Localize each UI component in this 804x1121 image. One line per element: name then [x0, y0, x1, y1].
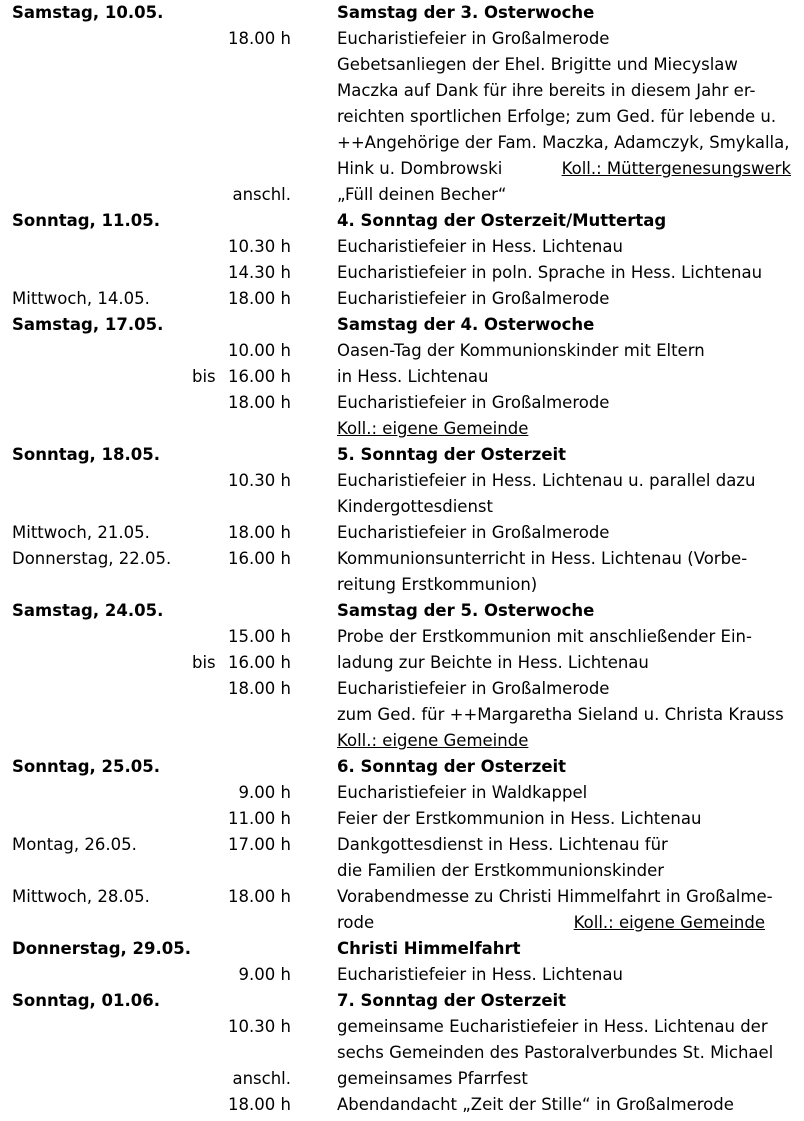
time-label: 16.00 h: [228, 549, 291, 568]
schedule-line: [0, 754, 804, 780]
time-label: 18.00 h: [228, 1095, 291, 1114]
time-label: 18.00 h: [228, 393, 291, 412]
schedule-line: [0, 1066, 804, 1092]
event-heading: 5. Sonntag der Osterzeit: [337, 445, 567, 464]
schedule-line: [0, 988, 804, 1014]
time-label: 10.30 h: [228, 471, 291, 490]
schedule-line: [0, 858, 804, 884]
event-text: sechs Gemeinden des Pastoralverbundes St. Michael: [337, 1043, 774, 1062]
schedule-line: [0, 286, 804, 312]
time-label: 10.30 h: [228, 237, 291, 256]
schedule-line: [0, 936, 804, 962]
day-label: Samstag, 24.05.: [12, 601, 164, 620]
day-label: Mittwoch, 28.05.: [12, 887, 150, 906]
event-text: Gebetsanliegen der Ehel. Brigitte und Miecyslaw: [337, 55, 738, 74]
schedule-line: [0, 260, 804, 286]
schedule-line: [0, 390, 804, 416]
day-label: Mittwoch, 21.05.: [12, 523, 150, 542]
time-label: 11.00 h: [228, 809, 291, 828]
schedule-line: [0, 572, 804, 598]
event-text: Eucharistiefeier in Hess. Lichtenau: [337, 237, 623, 256]
event-heading: Christi Himmelfahrt: [337, 939, 521, 958]
day-label: Donnerstag, 29.05.: [12, 939, 191, 958]
event-text: Eucharistiefeier in Großalmerode: [337, 393, 610, 412]
schedule-line: [0, 78, 804, 104]
event-text: reitung Erstkommunion): [337, 575, 538, 594]
until-label: bis: [192, 367, 216, 386]
event-text: zum Ged. für ++Margaretha Sieland u. Christa Krauss: [337, 705, 784, 724]
schedule-line: [0, 546, 804, 572]
event-text: Eucharistiefeier in Hess. Lichtenau u. parallel dazu: [337, 471, 756, 490]
time-label: 17.00 h: [228, 835, 291, 854]
schedule-line: [0, 130, 804, 156]
day-label: Mittwoch, 14.05.: [12, 289, 150, 308]
event-text: Eucharistiefeier in poln. Sprache in Hess. Lichtenau: [337, 263, 763, 282]
event-text: Eucharistiefeier in Großalmerode: [337, 523, 610, 542]
event-text: Eucharistiefeier in Hess. Lichtenau: [337, 965, 623, 984]
event-heading: Samstag der 3. Osterwoche: [337, 3, 595, 22]
event-text: Eucharistiefeier in Großalmerode: [337, 679, 610, 698]
event-heading: 4. Sonntag der Osterzeit/Muttertag: [337, 211, 667, 230]
event-text: gemeinsame Eucharistiefeier in Hess. Lichtenau der: [337, 1017, 768, 1036]
event-text: Eucharistiefeier in Großalmerode: [337, 289, 610, 308]
event-text: Vorabendmesse zu Christi Himmelfahrt in Großalme-: [337, 887, 773, 906]
time-label: anschl.: [232, 1069, 291, 1088]
day-label: Sonntag, 18.05.: [12, 445, 161, 464]
schedule-line: [0, 832, 804, 858]
event-text: rode: [337, 913, 375, 932]
event-text: reichten sportlichen Erfolge; zum Ged. für lebende u.: [337, 107, 777, 126]
time-label: 18.00 h: [228, 289, 291, 308]
day-label: Sonntag, 25.05.: [12, 757, 161, 776]
schedule-line: [0, 104, 804, 130]
event-text: gemeinsames Pfarrfest: [337, 1069, 528, 1088]
schedule-line: [0, 520, 804, 546]
schedule-line: [0, 624, 804, 650]
event-text: Eucharistiefeier in Waldkappel: [337, 783, 588, 802]
time-label: 18.00 h: [228, 523, 291, 542]
schedule-line: [0, 1092, 804, 1118]
event-text: ++Angehörige der Fam. Maczka, Adamczyk, Smykalla,: [337, 133, 790, 152]
event-text: die Familien der Erstkommunionskinder: [337, 861, 665, 880]
event-text: Kommunionsunterricht in Hess. Lichtenau (Vorbe-: [337, 549, 748, 568]
schedule-line: [0, 494, 804, 520]
day-label: Montag, 26.05.: [12, 835, 137, 854]
time-label: 15.00 h: [228, 627, 291, 646]
time-label: anschl.: [232, 185, 291, 204]
schedule-line: [0, 650, 804, 676]
schedule-line: [0, 312, 804, 338]
event-text: Dankgottesdienst in Hess. Lichtenau für: [337, 835, 668, 854]
time-label: 9.00 h: [238, 783, 291, 802]
time-label: 18.00 h: [228, 887, 291, 906]
event-text: Feier der Erstkommunion in Hess. Lichtenau: [337, 809, 702, 828]
time-label: 14.30 h: [228, 263, 291, 282]
time-label: 18.00 h: [228, 679, 291, 698]
schedule-line: [0, 1014, 804, 1040]
schedule-line: [0, 962, 804, 988]
event-text: Oasen-Tag der Kommunionskinder mit Eltern: [337, 341, 705, 360]
time-label: 10.00 h: [228, 341, 291, 360]
until-label: bis: [192, 653, 216, 672]
schedule-line: [0, 598, 804, 624]
schedule-line: [0, 26, 804, 52]
schedule-line: [0, 806, 804, 832]
time-label: 16.00 h: [228, 653, 291, 672]
event-text: Maczka auf Dank für ihre bereits in diesem Jahr er-: [337, 81, 756, 100]
collection-note: Koll.: Müttergenesungswerk: [561, 159, 791, 178]
day-label: Samstag, 10.05.: [12, 3, 164, 22]
day-label: Donnerstag, 22.05.: [12, 549, 172, 568]
time-label: 10.30 h: [228, 1017, 291, 1036]
schedule-line: [0, 676, 804, 702]
event-heading: Samstag der 5. Osterwoche: [337, 601, 595, 620]
schedule-line: [0, 780, 804, 806]
schedule-line: [0, 156, 804, 182]
event-heading: Samstag der 4. Osterwoche: [337, 315, 595, 334]
schedule-line: [0, 208, 804, 234]
schedule-line: [0, 728, 804, 754]
time-label: 16.00 h: [228, 367, 291, 386]
event-text: Abendandacht „Zeit der Stille“ in Großalmerode: [337, 1095, 734, 1114]
schedule-line: [0, 416, 804, 442]
event-text: Koll.: eigene Gemeinde: [337, 731, 529, 750]
collection-note: Koll.: eigene Gemeinde: [573, 913, 765, 932]
event-text: Koll.: eigene Gemeinde: [337, 419, 529, 438]
schedule-line: [0, 52, 804, 78]
schedule-line: [0, 0, 804, 26]
schedule-line: [0, 338, 804, 364]
event-text: „Füll deinen Becher“: [337, 185, 507, 204]
schedule-line: [0, 1040, 804, 1066]
event-text: Hink u. Dombrowski: [337, 159, 503, 178]
event-text: Probe der Erstkommunion mit anschließender Ein-: [337, 627, 752, 646]
event-text: in Hess. Lichtenau: [337, 367, 489, 386]
event-heading: 7. Sonntag der Osterzeit: [337, 991, 567, 1010]
day-label: Sonntag, 01.06.: [12, 991, 161, 1010]
schedule-line: [0, 364, 804, 390]
schedule-line: [0, 182, 804, 208]
day-label: Sonntag, 11.05.: [12, 211, 161, 230]
schedule-line: [0, 884, 804, 910]
event-text: Kindergottesdienst: [337, 497, 493, 516]
event-text: ladung zur Beichte in Hess. Lichtenau: [337, 653, 649, 672]
time-label: 18.00 h: [228, 29, 291, 48]
schedule-line: [0, 468, 804, 494]
schedule-line: [0, 910, 804, 936]
schedule-line: [0, 442, 804, 468]
schedule-line: [0, 702, 804, 728]
event-heading: 6. Sonntag der Osterzeit: [337, 757, 567, 776]
day-label: Samstag, 17.05.: [12, 315, 164, 334]
event-text: Eucharistiefeier in Großalmerode: [337, 29, 610, 48]
time-label: 9.00 h: [238, 965, 291, 984]
schedule-line: [0, 234, 804, 260]
